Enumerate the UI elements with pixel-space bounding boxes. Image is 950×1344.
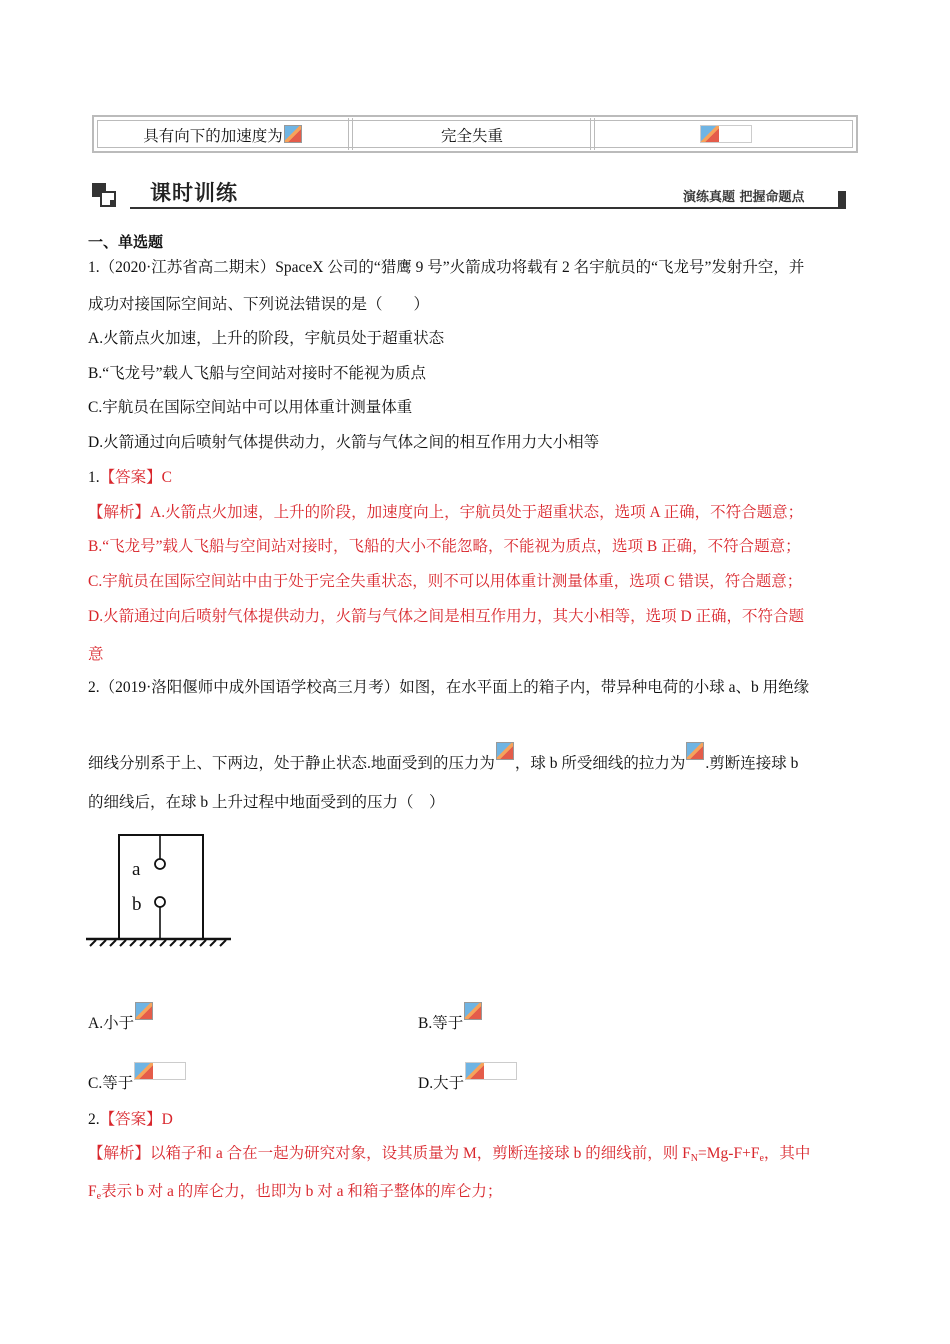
subscript-n: N [690,1153,699,1164]
q1-analysis-line: 意 [88,646,104,663]
top-table-cell-2 [354,121,590,151]
formula-image-icon [134,1062,186,1080]
q2-analysis-part: 表示 b 对 a 的库仑力，也即为 b 对 a 和箱子整体的库仑力； [101,1183,503,1200]
q2-stem-line-2 [88,742,798,774]
formula-image-icon [284,125,302,143]
formula-image-icon [496,742,514,760]
q2-stem-part: .剪断连接球 b [705,755,799,772]
q2-option-d [418,1062,518,1094]
ground-hatch [90,940,226,946]
q2-analysis-line-1 [88,1144,810,1169]
top-table-cell-3 [596,121,856,151]
section-end-bar [838,191,846,207]
ball-b [155,897,165,907]
q1-stem-line-2: 成功对接国际空间站、下列说法错误的是（ ） [88,296,430,313]
section-squares-icon-dot [110,200,116,206]
table-separator [348,118,353,150]
formula-image-icon [686,742,704,760]
q1-answer-value: C [161,469,172,486]
q2-option-c-text: C.等于 [88,1075,134,1092]
box-figure [86,830,236,948]
q2-option-a-text: A.小于 [88,1015,135,1032]
q2-answer-value: D [161,1111,173,1128]
q2-option-b-text: B.等于 [418,1015,464,1032]
label-b: b [132,894,142,915]
formula-image-icon [465,1062,517,1080]
subscript-e: e [759,1153,764,1164]
q2-analysis-part: ，其中 [763,1145,811,1162]
q1-analysis-line: 【解析】A.火箭点火加速，上升的阶段，加速度向上，宇航员处于超重状态，选项 A 正确，不符合题意； [88,504,804,521]
q2-analysis-part: 【解析】以箱子和 a 合在一起为研究对象，设其质量为 M，剪断连接球 b 的细线前，则 F [88,1145,691,1162]
q2-option-a [88,1002,154,1034]
q2-stem-line-3: 的细线后，在球 b 上升过程中地面受到的压力（ ） [88,794,445,811]
section-heading: 一、单选题 [88,233,164,251]
formula-image-icon [700,125,752,143]
formula-image-icon [464,1002,482,1020]
cell-1-text: 具有向下的加速度为 [143,127,283,145]
q2-stem-part: 细线分别系于上、下两边，处于静止状态.地面受到的压力为 [88,755,495,772]
q2-option-b [418,1002,483,1034]
q1-answer-label: 【答案】 [99,469,162,486]
q2-answer-label: 【答案】 [99,1111,162,1128]
subscript-e: e [96,1191,102,1202]
section-subtitle: 演练真题 把握命题点 [683,190,805,205]
q2-analysis-part: =Mg-F+F [698,1145,760,1162]
q1-analysis-line: D.火箭通过向后喷射气体提供动力，火箭与气体之间是相互作用力，其大小相等，选项 D 正确，不符合题 [88,608,805,625]
q1-stem-line-1: 1.（2020·江苏省高二期末）SpaceX 公司的“猎鹰 9 号”火箭成功将载有 2 名宇航员的“飞龙号”发射升空，并 [88,259,805,276]
q2-option-c [88,1062,187,1094]
q2-answer-number: 2. [88,1111,100,1128]
q2-analysis-line-2 [88,1182,502,1207]
q2-stem-part: ，球 b 所受细线的拉力为 [514,755,686,772]
top-table-inner [97,120,853,148]
top-table [92,115,858,153]
q1-answer [88,468,172,488]
q1-option-c: C.宇航员在国际空间站中可以用体重计测量体重 [88,399,413,416]
q1-analysis-line: B.“飞龙号”载人飞船与空间站对接时，飞船的大小不能忽略，不能视为质点，选项 B 正确，不符合题意； [88,538,801,555]
q1-option-a: A.火箭点火加速，上升的阶段，宇航员处于超重状态 [88,330,445,347]
q2-option-d-text: D.大于 [418,1075,465,1092]
q2-analysis-part: F [88,1183,97,1200]
box-outline [119,835,203,939]
formula-image-icon [135,1002,153,1020]
section-title: 课时训练 [150,181,238,205]
cell-2-text: 完全失重 [440,127,503,145]
q1-option-b: B.“飞龙号”载人飞船与空间站对接时不能视为质点 [88,365,426,382]
table-separator [590,118,595,150]
top-table-cell-1 [98,121,348,151]
q1-answer-number: 1. [88,469,100,486]
q2-answer [88,1110,173,1130]
q2-stem-line-1: 2.（2019·洛阳偃师中成外国语学校高三月考）如图，在水平面上的箱子内，带异种电荷的小球 a、b 用绝缘 [88,679,810,696]
section-divider [130,207,846,209]
q1-option-d: D.火箭通过向后喷射气体提供动力，火箭与气体之间的相互作用力大小相等 [88,434,600,451]
ball-a [155,859,165,869]
label-a: a [132,859,141,880]
q1-analysis-line: C.宇航员在国际空间站中由于处于完全失重状态，则不可以用体重计测量体重，选项 C 错误，符合题意； [88,573,803,590]
